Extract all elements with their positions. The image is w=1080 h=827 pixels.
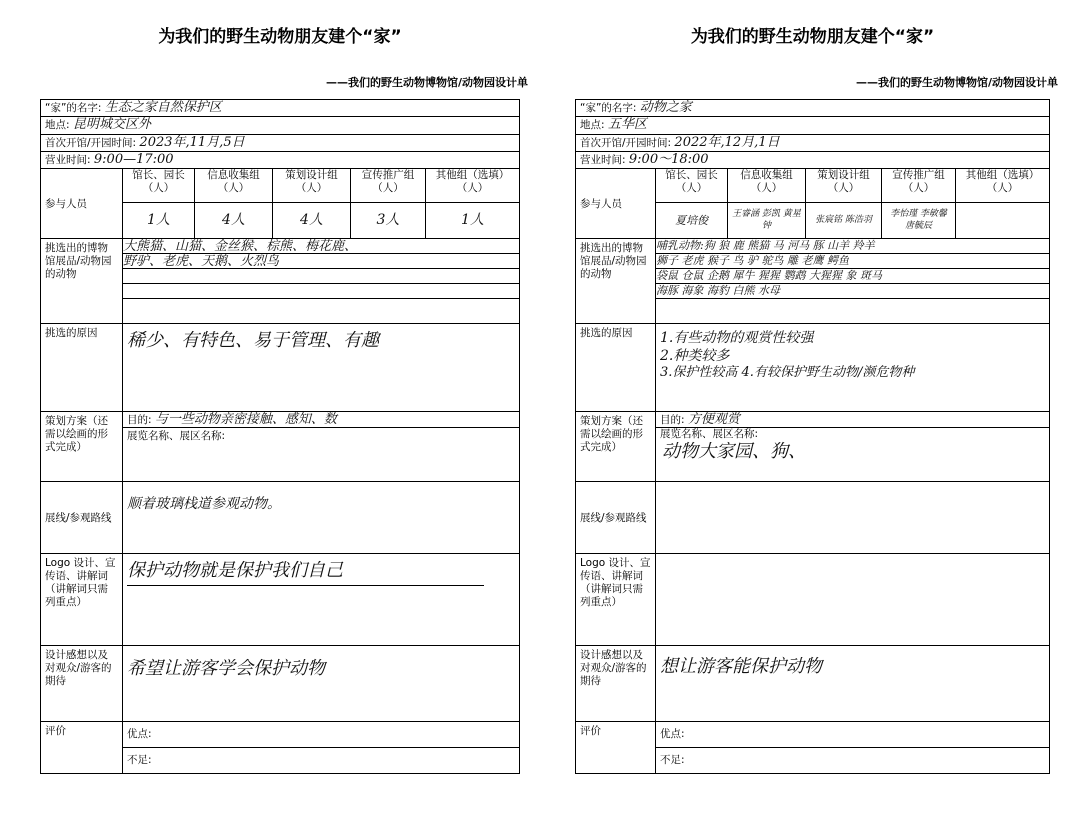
staff-count-promo: 3人 [351, 203, 426, 239]
exhibit-name-value: 动物大家园、狗、 [662, 441, 806, 463]
logo-value: 保护动物就是保护我们自己 [127, 560, 343, 581]
name-row [576, 100, 1050, 117]
purpose-label: 目的: [660, 414, 685, 426]
feedback-value: 希望让游客学会保护动物 [127, 658, 325, 679]
hours-label: 营业时间: [45, 153, 91, 166]
logo-cell [123, 554, 520, 646]
exhibits-cell [656, 239, 1050, 324]
exhibits-line: 狮子 老虎 猴子 鸟 驴 鸵鸟 雕 老鹰 鳄鱼 [656, 254, 1049, 269]
exhibits-line: 袋鼠 仓鼠 企鹅 犀牛 猩猩 鹦鹉 大猩猩 象 斑马 [656, 269, 1049, 284]
purpose-line [123, 412, 519, 428]
feedback-label: 设计感想以及对观众/游客的期待 [41, 646, 123, 722]
staff-count-design: 4人 [273, 203, 351, 239]
location-value: 昆明城交区外 [72, 117, 151, 133]
staff-header-promo: 宣传推广组（人） [351, 169, 426, 203]
staff-names-info: 王睿涵 彭凯 黄星钟 [728, 203, 806, 239]
reasons-line: 2.种类较多 [660, 347, 730, 364]
open-date-row [41, 134, 520, 151]
staff-names-promo: 李怡瑾 李敏馨 唐毓辰 [882, 203, 956, 239]
evaluation-label: 评价 [576, 722, 656, 774]
logo-cell [656, 554, 1050, 646]
purpose-value: 方便观赏 [687, 412, 740, 427]
pros-cell [123, 722, 520, 748]
name-value: 动物之家 [639, 100, 692, 115]
design-form-table [40, 99, 520, 774]
exhibit-name-line [656, 428, 1049, 441]
hours-value: 9:00—17:00 [93, 151, 174, 167]
exhibit-name-label: 展览名称、展区名称: [660, 428, 759, 440]
feedback-label: 设计感想以及对观众/游客的期待 [576, 646, 656, 722]
hours-value: 9:00～18:00 [628, 151, 709, 167]
open-date-row [576, 134, 1050, 151]
staff-header-other: 其他组（选填）（人） [426, 169, 520, 203]
name-row [41, 100, 520, 117]
cons-label: 不足: [660, 753, 685, 766]
purpose-value: 与一些动物亲密接触、感知、数 [154, 412, 337, 427]
pros-label: 优点: [660, 727, 685, 740]
location-row [41, 117, 520, 134]
exhibits-line [123, 299, 519, 314]
exhibits-label: 挑选出的博物馆展品/动物园的动物 [576, 239, 656, 324]
route-label: 展线/参观路线 [576, 482, 656, 554]
route-cell [656, 482, 1050, 554]
logo-label: Logo 设计、宣传语、讲解词（讲解词只需列重点） [41, 554, 123, 646]
cons-label: 不足: [127, 753, 152, 766]
location-label: 地点: [45, 119, 70, 132]
location-value: 五华区 [607, 117, 647, 133]
exhibit-name-label: 展览名称、展区名称: [127, 430, 226, 442]
open-date-value: 2022年,12月,1日 [674, 134, 780, 150]
form-subtitle: ——我们的野生动物博物馆/动物园设计单 [325, 76, 528, 89]
exhibits-line: 大熊猫、山猫、金丝猴、棕熊、梅花鹿、 [123, 239, 519, 254]
staff-count-info: 4人 [195, 203, 273, 239]
evaluation-label: 评价 [41, 722, 123, 774]
exhibits-label: 挑选出的博物馆展品/动物园的动物 [41, 239, 123, 324]
reasons-line: 1.有些动物的观赏性较强 [660, 330, 814, 346]
name-label: “家”的名字: [580, 102, 637, 114]
staff-names-other [956, 203, 1050, 239]
staff-header-director: 馆长、园长（人） [656, 169, 728, 203]
pros-cell [656, 722, 1050, 748]
staff-header-design: 策划设计组（人） [806, 169, 882, 203]
location-label: 地点: [580, 119, 605, 132]
exhibits-line: 野驴、老虎、天鹅、火烈鸟 [123, 254, 519, 269]
hours-label: 营业时间: [580, 153, 626, 166]
reasons-value: 稀少、有特色、易于管理、有趣 [127, 330, 379, 351]
reasons-label: 挑选的原因 [576, 324, 656, 412]
feedback-cell [123, 646, 520, 722]
location-row [576, 117, 1050, 134]
plan-cell [123, 412, 520, 482]
exhibits-line: 哺乳动物:狗 狼 鹿 熊猫 马 河马 豚 山羊 羚羊 [656, 239, 1049, 254]
staff-header-director: 馆长、园长（人） [123, 169, 195, 203]
staff-header-other: 其他组（选填）（人） [956, 169, 1050, 203]
form-subtitle: ——我们的野生动物博物馆/动物园设计单 [855, 76, 1058, 89]
plan-label: 策划方案（还需以绘画的形式完成） [576, 412, 656, 482]
hours-row [41, 151, 520, 168]
cons-cell [656, 748, 1050, 774]
reasons-cell [656, 324, 1050, 412]
plan-label: 策划方案（还需以绘画的形式完成） [41, 412, 123, 482]
staff-count-director: 1人 [123, 203, 195, 239]
open-date-label: 首次开馆/开园时间: [45, 136, 137, 149]
exhibit-name-line [123, 428, 519, 444]
exhibits-line [656, 299, 1049, 314]
staff-names-director: 夏培俊 [656, 203, 728, 239]
cons-cell [123, 748, 520, 774]
staff-header-info: 信息收集组（人） [195, 169, 273, 203]
purpose-label: 目的: [127, 414, 152, 426]
staff-count-other: 1人 [426, 203, 520, 239]
reasons-label: 挑选的原因 [41, 324, 123, 412]
staff-header-design: 策划设计组（人） [273, 169, 351, 203]
form-title: 为我们的野生动物朋友建个“家” [690, 27, 935, 47]
reasons-line: 3.保护性较高 4.有较保护野生动物/濒危物种 [660, 365, 915, 380]
feedback-value: 想让游客能保护动物 [660, 656, 822, 677]
exhibits-line [123, 269, 519, 284]
purpose-line [656, 412, 1049, 428]
feedback-cell [656, 646, 1050, 722]
staff-label: 参与人员 [41, 169, 123, 239]
open-date-label: 首次开馆/开园时间: [580, 136, 672, 149]
pros-label: 优点: [127, 727, 152, 740]
open-date-value: 2023年,11月,5日 [139, 134, 245, 150]
route-cell [123, 482, 520, 554]
staff-label: 参与人员 [576, 169, 656, 239]
exhibits-line: 海豚 海象 海豹 白熊 水母 [656, 284, 1049, 299]
staff-header-promo: 宣传推广组（人） [882, 169, 956, 203]
name-label: “家”的名字: [45, 102, 102, 114]
handwritten-underline [127, 585, 484, 586]
route-label: 展线/参观路线 [41, 482, 123, 554]
hours-row [576, 151, 1050, 168]
exhibits-line [123, 284, 519, 299]
form-title: 为我们的野生动物朋友建个“家” [158, 27, 402, 47]
design-form-table [575, 99, 1050, 774]
logo-label: Logo 设计、宣传语、讲解词（讲解词只需列重点） [576, 554, 656, 646]
staff-header-info: 信息收集组（人） [728, 169, 806, 203]
name-value: 生态之家自然保护区 [104, 100, 222, 115]
staff-names-design: 张宸铭 陈浩羽 [806, 203, 882, 239]
route-value: 顺着玻璃栈道参观动物。 [127, 496, 281, 512]
plan-cell [656, 412, 1050, 482]
exhibits-cell [123, 239, 520, 324]
reasons-cell [123, 324, 520, 412]
